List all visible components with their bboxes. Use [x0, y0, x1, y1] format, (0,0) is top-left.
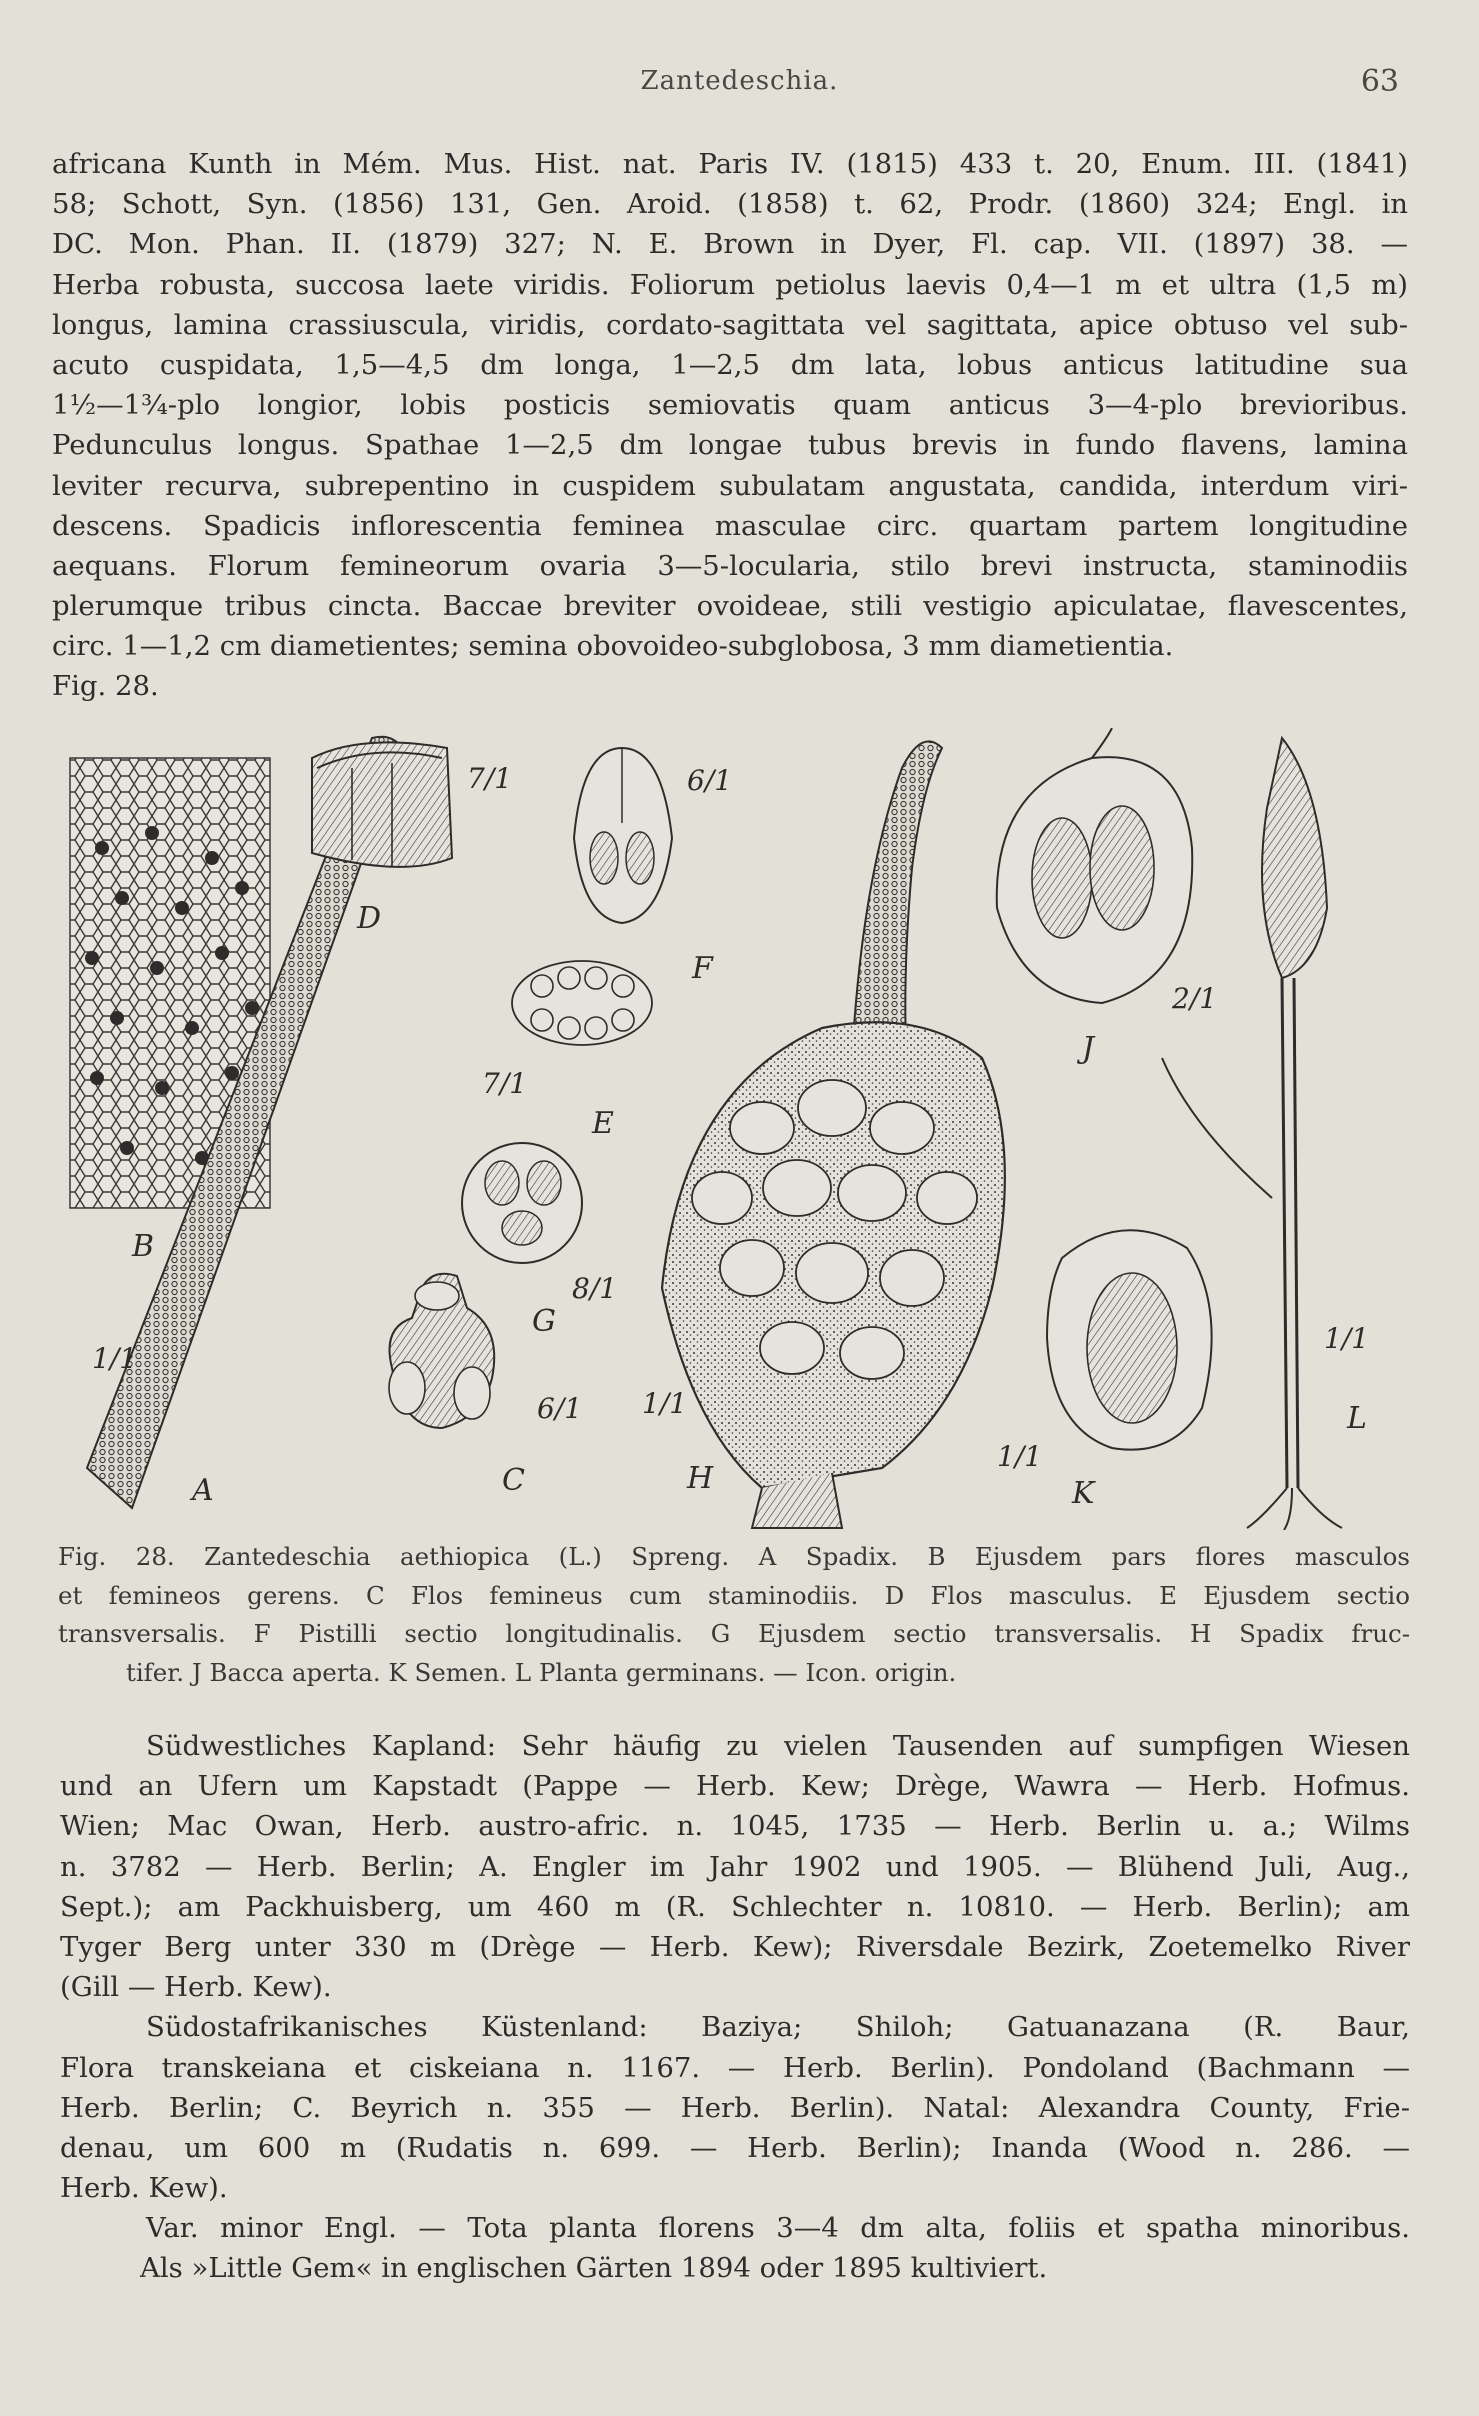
body-line: acuto cuspidata, 1,5—4,5 dm longa, 1—2,5 dm lata, lobus anticus latitudine sua: [52, 348, 1408, 381]
distribution-line: Südwestliches Kapland: Sehr häufig zu vielen Tausenden auf sumpfigen Wiesen: [146, 1730, 1410, 1762]
distribution-line: (Gill — Herb. Kew).: [60, 1971, 332, 2004]
figure-c-female-flower: [389, 1274, 494, 1428]
body-line: 58; Schott, Syn. (1856) 131, Gen. Aroid. (1858) t. 62, Prodr. (1860) 324; Engl. in: [52, 188, 1408, 221]
body-line: Pedunculus longus. Spathae 1—2,5 dm longae tubus brevis in fundo flavens, lamina: [52, 429, 1408, 462]
caption-line: et femineos gerens. C Flos femineus cum staminodiis. D Flos masculus. E Ejusdem sectio: [58, 1580, 1410, 1610]
scale-e: 7/1: [482, 1067, 528, 1100]
label-g: G: [532, 1304, 556, 1339]
caption-line: Fig. 28. Zantedeschia aethiopica (L.) Spreng. A Spadix. B Ejusdem pars flores masculos: [58, 1542, 1410, 1571]
distribution-line: Flora transkeiana et ciskeiana n. 1167. — Herb. Berlin). Pondoland (Bachmann —: [60, 2051, 1410, 2084]
figure-j-opened-berry: [997, 728, 1192, 1003]
scale-l: 1/1: [1324, 1322, 1370, 1355]
label-e: E: [592, 1106, 614, 1141]
label-d: D: [357, 901, 382, 936]
distribution-line: Südostafrikanisches Küstenland: Baziya; Shiloh; Gatuanazana (R. Baur,: [146, 2011, 1410, 2044]
label-h: H: [687, 1461, 714, 1496]
distribution-line: Herb. Kew).: [60, 2172, 228, 2205]
scale-h: 1/1: [642, 1387, 688, 1420]
body-line: africana Kunth in Mém. Mus. Hist. nat. Paris IV. (1815) 433 t. 20, Enum. III. (1841): [52, 148, 1408, 180]
variety-line: Als »Little Gem« in englischen Gärten 1894 oder 1895 kultiviert.: [140, 2252, 1048, 2285]
distribution-line: Wien; Mac Owan, Herb. austro-afric. n. 1045, 1735 — Herb. Berlin u. a.; Wilms: [60, 1810, 1410, 1843]
label-l: L: [1347, 1401, 1367, 1436]
body-line: plerumque tribus cincta. Baccae breviter ovoideae, stili vestigio apiculatae, flavescentes,: [52, 590, 1408, 623]
body-line: longus, lamina crassiuscula, viridis, cordato-sagittata vel sagittata, apice obtuso vel sub-: [52, 308, 1408, 341]
scale-a: 1/1: [92, 1342, 138, 1375]
caption-line: transversalis. F Pistilli sectio longitudinalis. G Ejusdem sectio transversalis. H Spadix fruc-: [58, 1619, 1410, 1648]
scale-d: 7/1: [467, 762, 513, 795]
figure-h-fruiting-spadix: [662, 741, 1005, 1528]
body-line: DC. Mon. Phan. II. (1879) 327; N. E. Brown in Dyer, Fl. cap. VII. (1897) 38. —: [52, 228, 1408, 261]
label-b: B: [132, 1229, 155, 1264]
running-head-title: Zantedeschia.: [640, 66, 839, 96]
label-c: C: [502, 1463, 525, 1498]
distribution-line: Herb. Berlin; C. Beyrich n. 355 — Herb. Berlin). Natal: Alexandra County, Frie-: [60, 2091, 1410, 2124]
scale-k: 1/1: [997, 1440, 1043, 1473]
page-number: 63: [1360, 64, 1399, 99]
scale-f: 6/1: [687, 764, 733, 797]
label-j: J: [1082, 1031, 1095, 1066]
body-line: aequans. Florum femineorum ovaria 3—5-locularia, stilo brevi instructa, staminodiis: [52, 549, 1408, 582]
body-line: Herba robusta, succosa laete viridis. Foliorum petiolus laevis 0,4—1 m et ultra (1,5 m): [52, 268, 1408, 301]
distribution-block: [60, 1726, 1410, 2289]
scale-j: 2/1: [1172, 982, 1218, 1015]
figure-f-pistil-section: [574, 748, 672, 923]
figure-e-transverse-section: [512, 961, 652, 1045]
body-line: 1½—1¾-plo longior, lobis posticis semiovatis quam anticus 3—4-plo brevioribus.: [52, 389, 1408, 422]
distribution-line: Tyger Berg unter 330 m (Drège — Herb. Kew); Riversdale Bezirk, Zoetemelko River: [60, 1930, 1410, 1963]
figure-28-illustration: [62, 728, 1412, 1530]
variety-line: Var. minor Engl. — Tota planta florens 3—4 dm alta, foliis et spatha minoribus.: [146, 2212, 1410, 2245]
figure-k-seed: [1047, 1230, 1212, 1449]
distribution-line: denau, um 600 m (Rudatis n. 699. — Herb. Berlin); Inanda (Wood n. 286. —: [60, 2131, 1410, 2164]
distribution-line: n. 3782 — Herb. Berlin; A. Engler im Jahr 1902 und 1905. — Blühend Juli, Aug.,: [60, 1850, 1410, 1883]
figure-g-pistil-cross-section: [462, 1143, 582, 1263]
label-f: F: [692, 951, 713, 986]
description-block: [52, 144, 1408, 707]
figure-caption: [58, 1538, 1410, 1692]
distribution-line: und an Ufern um Kapstadt (Pappe — Herb. Kew; Drège, Wawra — Herb. Hofmus.: [60, 1770, 1410, 1803]
body-line: circ. 1—1,2 cm diametientes; semina obovoideo-subglobosa, 3 mm diametientia.: [52, 630, 1174, 663]
distribution-line: Sept.); am Packhuisberg, um 460 m (R. Schlechter n. 10810. — Herb. Berlin); am: [60, 1890, 1410, 1923]
caption-line: tifer. J Bacca aperta. K Semen. L Planta germinans. — Icon. origin.: [126, 1657, 957, 1687]
label-a: A: [192, 1473, 214, 1508]
running-head: [0, 66, 1479, 106]
scale-c: 6/1: [537, 1392, 583, 1425]
label-k: K: [1072, 1476, 1095, 1511]
figure-d-male-flower: [312, 742, 452, 867]
body-line: descens. Spadicis inflorescentia feminea masculae circ. quartam partem longitudine: [52, 509, 1408, 542]
scale-g: 8/1: [572, 1272, 618, 1305]
botanical-plate: [62, 728, 1412, 1530]
figure-reference: Fig. 28.: [52, 670, 159, 703]
body-line: leviter recurva, subrepentino in cuspidem subulatam angustata, candida, interdum viri-: [52, 469, 1408, 502]
